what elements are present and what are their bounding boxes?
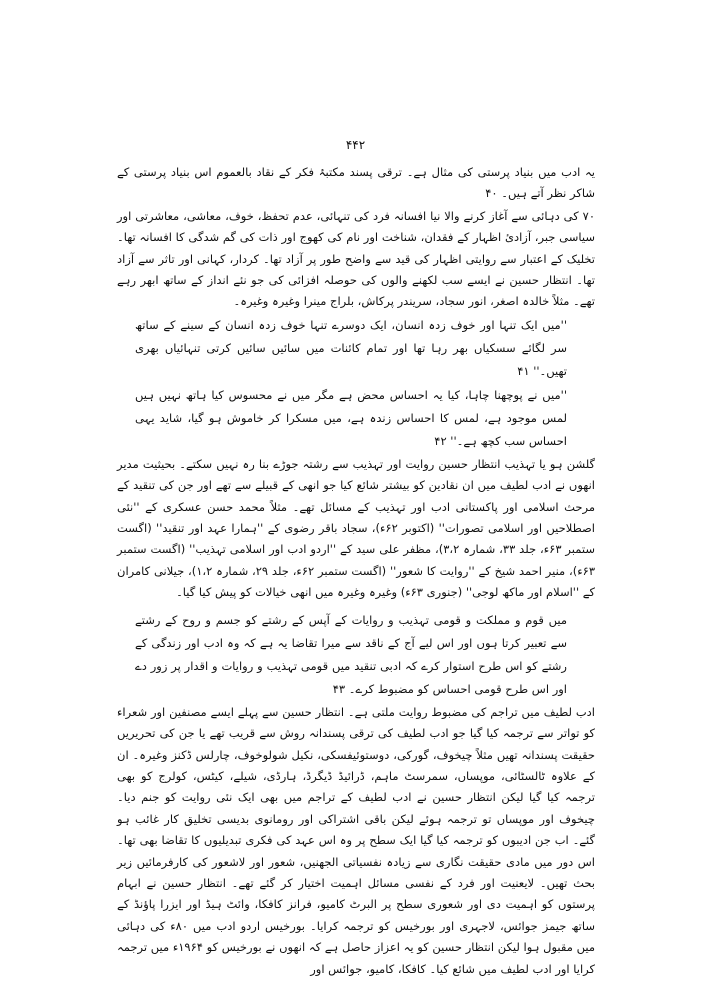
body-text bbox=[117, 162, 595, 980]
paragraph: یہ ادب میں بنیاد پرستی کی مثال ہے۔ ترقی پسند مکتبۂ فکر کے نقاد بالعموم اس بنیاد پرستی کے شاکر نظر آتے ہیں۔ ۴۰ bbox=[117, 165, 595, 201]
block-quote: ''میں ایک تنہا اور خوف زدہ انسان، ایک دوسرے تنہا خوف زدہ انسان کے سینے کے ساتھ سر لگائے سسکیاں بھر رہا تھا اور تمام کائنات میں سائیں سائیں کرتی تنہائیاں بھری تھیں۔'' ۴۱ bbox=[135, 317, 567, 378]
page-number: ۴۴۲ bbox=[345, 138, 366, 152]
block-quote: ''میں نے پوچھنا چاہا، کیا یہ احساس محض ہے مگر میں نے محسوس کیا ہاتھ نہیں ہیں لمس موجود ہے، لمس کا احساس زندہ ہے، میں مسکرا کر خاموش ہو گیا، شاید یہی احساس سب کچھ ہے۔'' ۴۲ bbox=[135, 387, 567, 448]
paragraph: ۷۰ کی دہائی سے آغاز کرنے والا نیا افسانہ فرد کی تنہائی، عدم تحفظ، خوف، معاشی، معاشرتی اور سیاسی جبر، آزادیٔ اظہار کے فقدان، شناخت اور نام کی کھوج اور ذات کی گم شدگی کا افسانہ تھا۔ تخلیک کے اعتبار سے روایتی اظہار کی قید سے واضح طور پر آزاد تھا۔ کردار، کہانی اور تاثر سے آزاد تھا۔ انتظار حسین نے ایسے سب لکھنے والوں کی حوصلہ افزائی کی جو نئے انداز کے ساتھ ابھر رہے تھے۔ مثلاً خالدہ اصغر، انور سجاد، سریندر پرکاش، بلراج مینرا وغیرہ وغیرہ۔ bbox=[117, 208, 595, 309]
paragraph: ادب لطیف میں تراجم کی مضبوط روایت ملتی ہے۔ انتظار حسین سے پہلے ایسے مصنفین اور شعراء کو تواتر سے ترجمہ کیا گیا جو ادب لطیف کی ترقی پسندانہ روش سے قریب تھے یا جن کی تحریریں حقیقت پسندانہ تھیں مثلاً چیخوف، گورکی، دوستوئیفسکی، نکیل شولوخوف، چارلس ڈکنز وغیرہ۔ ان کے علاوہ ٹالسٹائی، موپساں، سمرسٹ ماہم، ڈرائیڈ ڈیگرڈ، ہارڈی، شیلے، کیٹس، کولرج کو بھی ترجمہ کیا گیا لیکن انتظار حسین نے ادب لطیف کے تراجم میں بھی ایک نئی روایت کو جنم دیا۔ چیخوف اور موپساں تو ترجمہ ہوئے لیکن باقی اشتراکی اور رومانوی بدیسی تخلیق کار غائب ہو گئے۔ اب جن ادیبوں کو ترجمہ کیا گیا ایک سطح پر وہ اس عہد کی فکری تبدیلیوں کا تقاضا بھی تھا۔ اس دور میں مادی حقیقت نگاری سے زیادہ نفسیاتی الجھنیں، شعور اور لاشعور کی کارفرمائیں زیر بحث تھیں۔ لایعنیت اور فرد کے نفسی مسائل اہمیت اختیار کر گئے تھے۔ انتظار حسین نے ابہام پرستوں کو اہمیت دی اور شعوری سطح پر البرٹ کامیو، فرانز کافکا، وائٹ ہیڈ اور ایزرا پاؤنڈ کے ساتھ جیمز جوائس، لاجہری اور بورخیس کو ترجمہ کرایا۔ بورخیس اردو ادب میں ۸۰ء کی دہائی میں مقبول ہوا لیکن انتظار حسین کو یہ اعزاز حاصل ہے کہ انھوں نے بورخیس کو ۱۹۶۴ء میں ترجمہ کرایا اور ادب لطیف میں شائع کیا۔ کافکا، کامیو، جوائس اور bbox=[117, 704, 595, 976]
block-quote: میں قوم و مملکت و قومی تہذیب و روایات کے آپس کے رشتے کو جسم و روح کے رشتے سے تعبیر کرتا ہوں اور اس لیے آج کے ناقد سے میرا تقاضا یہ ہے کہ وہ ادب اور زندگی کے رشتے کو اس طرح استوار کرے کہ ادبی تنقید میں قومی تہذیب و روایات و اقدار پر زور دے اور اس طرح قومی احساس کو مضبوط کرے۔ ۴۳ bbox=[135, 612, 567, 696]
paragraph: گلشن ہو یا تہذیب انتظار حسین روایت اور تہذیب سے رشتہ جوڑے بنا رہ نہیں سکتے۔ بحیثیت مدیر انھوں نے ادب لطیف میں ان نقادین کو بیشتر شائع کیا جو انھی کے قبیلے سے تھے اور جن کی تنقید کے مرحث اسلامی اور پاکستانی ادب اور تہذیب کے مسائل تھے۔ مثلاً محمد حسن عسکری کے ''نئی اصطلاحیں اور اسلامی تصورات'' (اکتوبر ۶۲ء)، سجاد باقر رضوی کے ''ہمارا عہد اور تنقید'' (اگست ستمبر ۶۳ء، جلد ۳۳، شمارہ ۳،۲)، مظفر علی سید کے ''اردو ادب اور اسلامی تہذیب'' (اگست ستمبر ۶۳ء)، منیر احمد شیخ کے ''روایت کا شعور'' (اگست ستمبر ۶۲ء، جلد ۲۹، شمارہ ۱،۲)، جیلانی کامران کے ''اسلام اور ماکھ لوجی'' (جنوری ۶۳ء) وغیرہ وغیرہ میں انھی خیالات کو پیش کیا گیا۔ bbox=[117, 456, 596, 600]
